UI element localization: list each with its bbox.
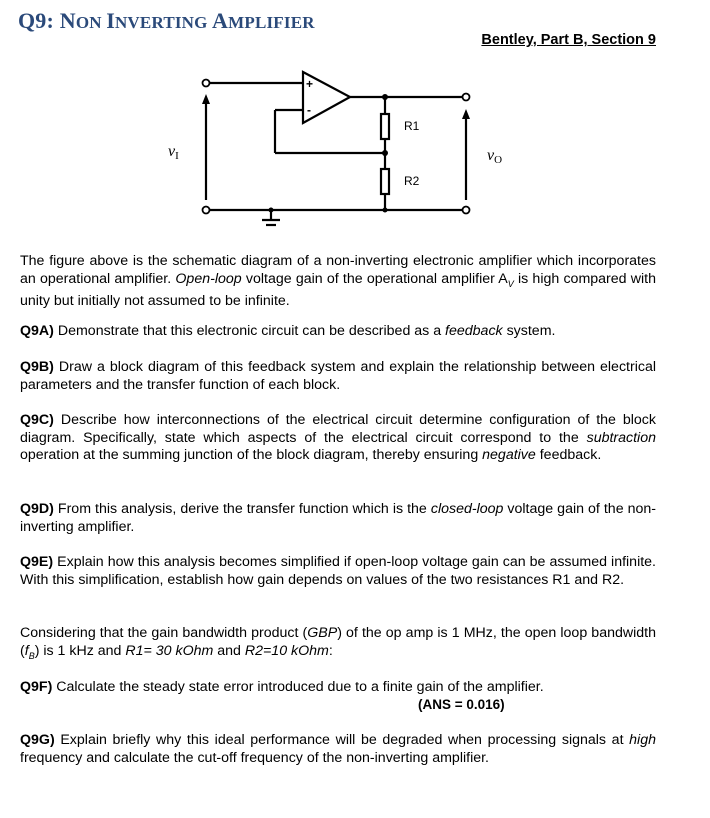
question-9d: Q9D) From this analysis, derive the transfer function which is the closed-loop voltage gain of the non-inverting amplifier. (20, 501, 656, 535)
resistor-r1 (381, 114, 389, 139)
minus-label: - (307, 103, 311, 117)
input-ground-terminal (203, 207, 210, 214)
question-title: Q9: NON INVERTING AMPLIFIER (18, 8, 315, 33)
intro-paragraph: The figure above is the schematic diagram of a non-inverting electronic amplifier which incorporates an operational amplifier. Open-loop voltage gain of the operational amplifier $A_V$ is high compared with unity but initially not assumed to be infinite. (20, 253, 656, 310)
junction-dot (382, 150, 388, 156)
input-terminal (203, 80, 210, 87)
question-9c: Q9C) Describe how interconnections of the electrical circuit determine configuration of the block diagram. Specifically, state which aspects of the electrical circuit correspond to the subtraction operation at the summing junction of the block diagram, thereby ensuring negative feedback. (20, 412, 656, 464)
r2-label: R2 (404, 174, 420, 188)
vout-label: vO (487, 147, 503, 166)
r1-label: R1 (404, 119, 420, 133)
circuit-schematic (0, 0, 710, 240)
given-parameters: Considering that the gain bandwidth product (GBP) of the op amp is 1 MHz, the open loop bandwidth $(f_B)$ is 1 kHz and R1= 30 kOhm and R2=10 kOhm: (20, 625, 656, 661)
junction-dot (382, 94, 388, 100)
question-9f: Q9F) Calculate the steady state error introduced due to a finite gain of the amplifier. (20, 679, 544, 695)
resistor-r2 (381, 169, 389, 194)
question-9e: Q9E) Explain how this analysis becomes simplified if open-loop voltage gain can be assumed infinite. With this simplification, establish how gain depends on values of the two resistances R1 and R2. (20, 554, 656, 588)
plus-label: + (306, 77, 314, 91)
answer-9f: (ANS = 0.016) (418, 697, 505, 712)
question-9b: Q9B) Draw a block diagram of this feedback system and explain the relationship between electrical parameters and the transfer function of each block. (20, 359, 656, 393)
reference-citation: Bentley, Part B, Section 9 (481, 32, 656, 48)
question-9g: Q9G) Explain briefly why this ideal performance will be degraded when processing signals at high frequency and calculate the cut-off frequency of the non-inverting amplifier. (20, 732, 656, 766)
vin-label: vI (168, 143, 179, 162)
question-9a: Q9A) Demonstrate that this electronic circuit can be described as a feedback system. (20, 323, 556, 339)
output-terminal (463, 94, 470, 101)
output-ground-terminal (463, 207, 470, 214)
